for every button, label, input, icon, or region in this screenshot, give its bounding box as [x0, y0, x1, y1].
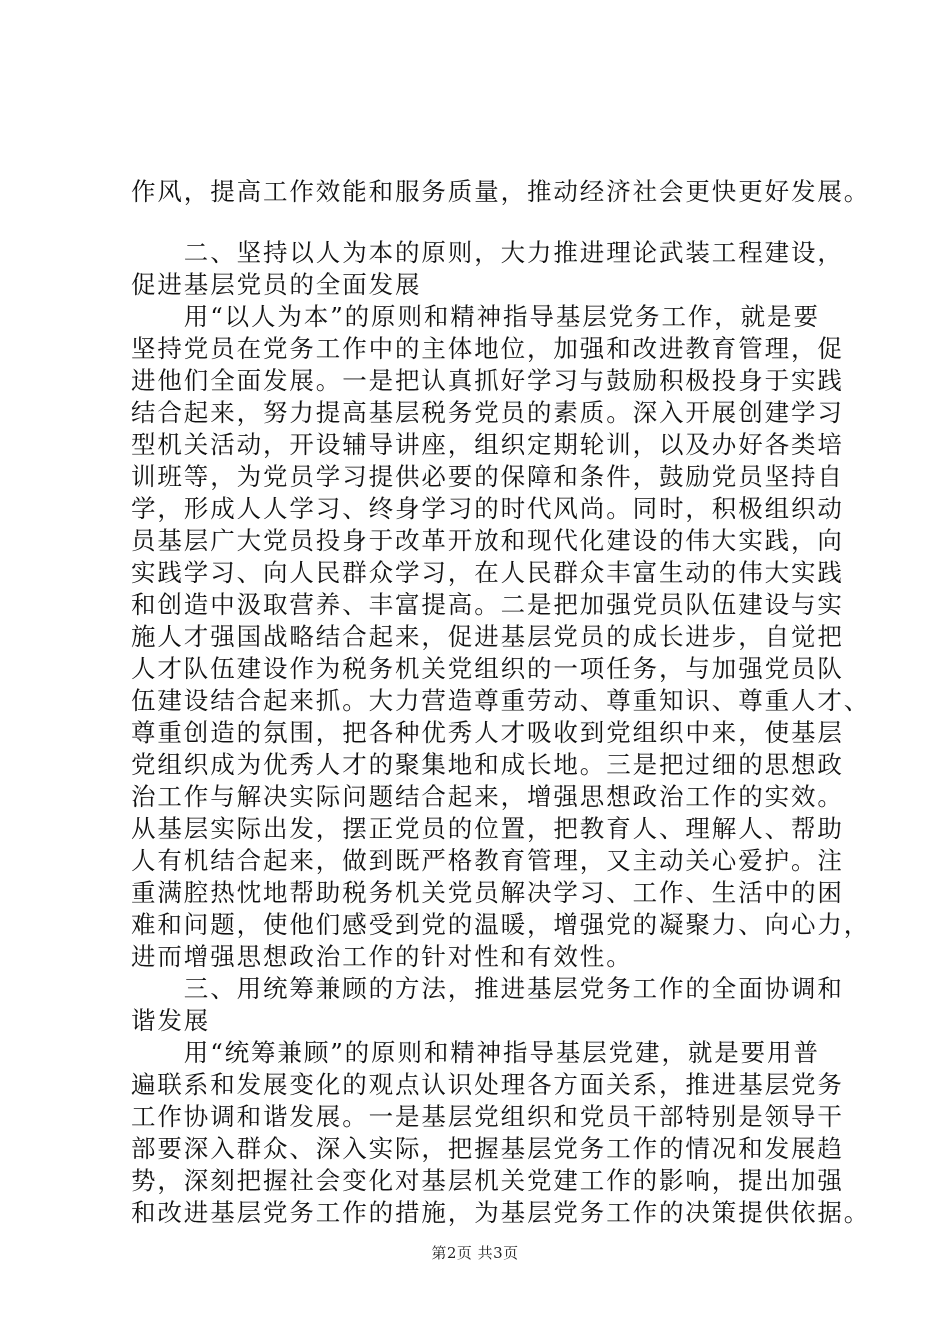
text-line: 施人才强国战略结合起来，促进基层党员的成长进步，自觉把 — [131, 622, 844, 651]
text-line: 部要深入群众、深入实际，把握基层党务工作的情况和发展趋 — [131, 1134, 844, 1163]
text-line: 和创造中汲取营养、丰富提高。二是把加强党员队伍建设与实 — [131, 590, 844, 619]
text-line: 进他们全面发展。一是把认真抓好学习与鼓励积极投身于实践 — [131, 366, 844, 395]
text-line: 伍建设结合起来抓。大力营造尊重劳动、尊重知识、尊重人才、 — [131, 686, 871, 715]
text-line: 从基层实际出发，摆正党员的位置，把教育人、理解人、帮助 — [131, 814, 844, 843]
text-line: 训班等，为党员学习提供必要的保障和条件，鼓励党员坚持自 — [131, 462, 844, 491]
text-line: 治工作与解决实际问题结合起来，增强思想政治工作的实效。 — [131, 782, 844, 811]
text-line: 型机关活动，开设辅导讲座，组织定期轮训，以及办好各类培 — [131, 430, 844, 459]
text-line: 人才队伍建设作为税务机关党组织的一项任务，与加强党员队 — [131, 654, 844, 683]
text-line: 工作协调和谐发展。一是基层党组织和党员干部特别是领导干 — [131, 1102, 844, 1131]
section-heading-line: 谐发展 — [131, 1006, 211, 1035]
text-line: 人有机结合起来，做到既严格教育管理，又主动关心爱护。注 — [131, 846, 844, 875]
text-line: 结合起来，努力提高基层税务党员的素质。深入开展创建学习 — [131, 398, 844, 427]
text-line: 学，形成人人学习、终身学习的时代风尚。同时，积极组织动 — [131, 494, 844, 523]
text-line: 员基层广大党员投身于改革开放和现代化建设的伟大实践，向 — [131, 526, 844, 555]
text-line: 重满腔热忱地帮助税务机关党员解决学习、工作、生活中的困 — [131, 878, 844, 907]
text-line: 尊重创造的氛围，把各种优秀人才吸收到党组织中来，使基层 — [131, 718, 844, 747]
text-line: 实践学习、向人民群众学习，在人民群众丰富生动的伟大实践 — [131, 558, 844, 587]
text-line: 坚持党员在党务工作中的主体地位，加强和改进教育管理，促 — [131, 334, 844, 363]
text-line: 和改进基层党务工作的措施，为基层党务工作的决策提供依据。 — [131, 1198, 871, 1227]
text-line: 难和问题，使他们感受到党的温暖，增强党的凝聚力、向心力， — [131, 910, 871, 939]
text-line: 作风，提高工作效能和服务质量，推动经济社会更快更好发展。 — [131, 177, 871, 206]
text-line: 用“以人为本”的原则和精神指导基层党务工作，就是要 — [131, 302, 820, 331]
section-heading-line: 促进基层党员的全面发展 — [131, 270, 422, 299]
page-footer: 第2页 共3页 — [431, 1244, 519, 1262]
text-line: 势，深刻把握社会变化对基层机关党建工作的影响，提出加强 — [131, 1166, 844, 1195]
section-heading-line: 二、坚持以人为本的原则，大力推进理论武装工程建设， — [131, 238, 844, 267]
text-line: 进而增强思想政治工作的针对性和有效性。 — [131, 942, 633, 971]
text-line: 党组织成为优秀人才的聚集地和成长地。三是把过细的思想政 — [131, 750, 844, 779]
section-heading-line: 三、用统筹兼顾的方法，推进基层党务工作的全面协调和 — [131, 974, 844, 1003]
text-line: 用“统筹兼顾”的原则和精神指导基层党建，就是要用普 — [131, 1038, 820, 1067]
text-line: 遍联系和发展变化的观点认识处理各方面关系，推进基层党务 — [131, 1070, 844, 1099]
